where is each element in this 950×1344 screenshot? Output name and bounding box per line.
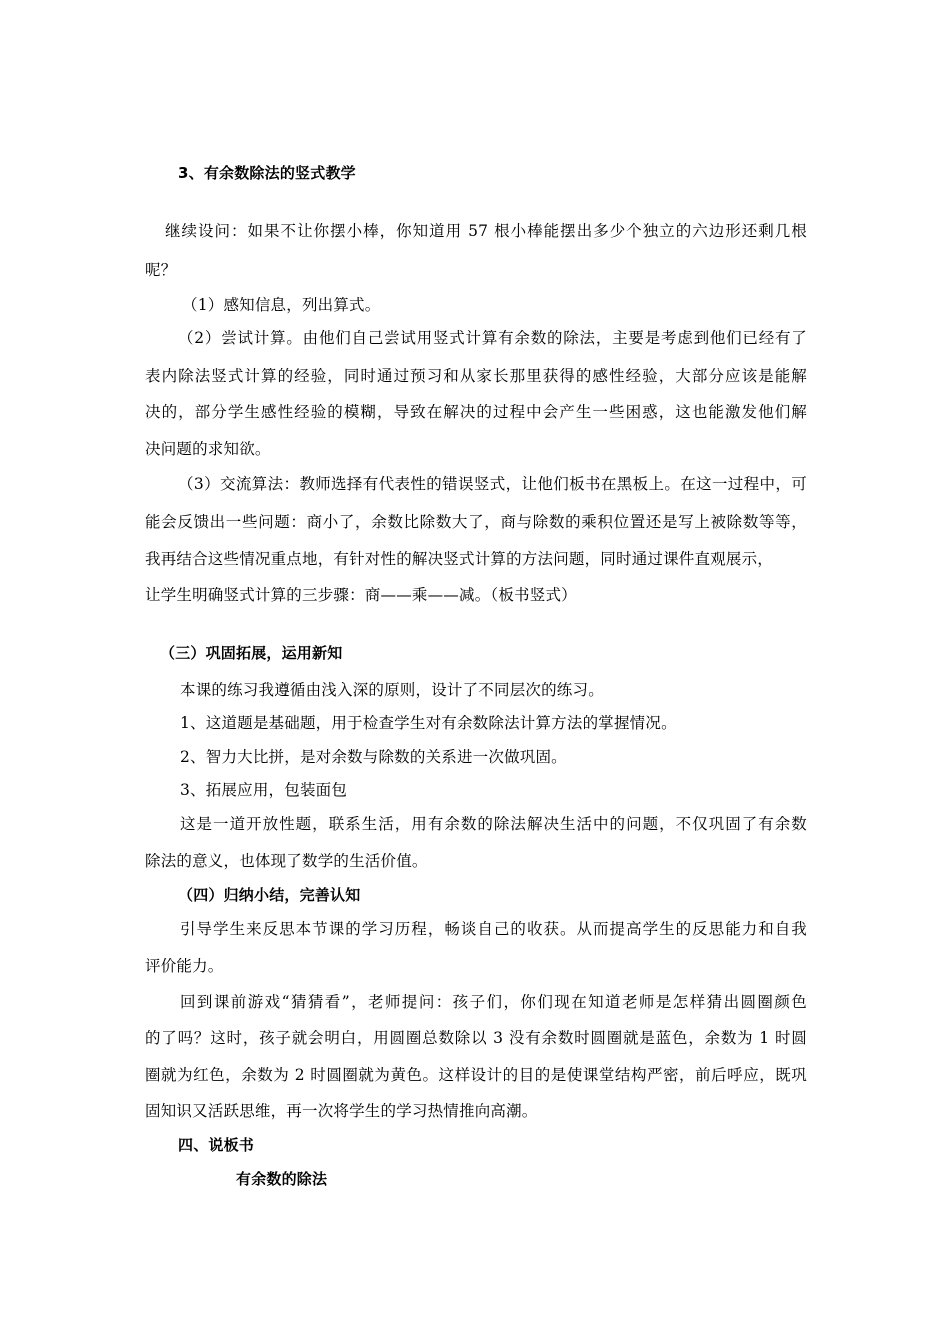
paragraph-line: 我再结合这些情况重点地，有针对性的解决竖式计算的方法问题，同时通过课件直观展示， bbox=[145, 550, 774, 568]
paragraph-line: 让学生明确竖式计算的三步骤：商——乘——减。（板书竖式） bbox=[145, 586, 577, 604]
paragraph-line: 决问题的求知欲。 bbox=[145, 440, 271, 458]
list-item: 3、拓展应用，包装面包 bbox=[180, 781, 348, 799]
paragraph-line: 表内除法竖式计算的经验，同时通过预习和从家长那里获得的感性经验，大部分应该是能解 bbox=[145, 367, 807, 385]
section-heading: （三）巩固拓展，运用新知 bbox=[160, 644, 343, 662]
list-item: 2、智力大比拼，是对余数与除数的关系进一次做巩固。 bbox=[180, 748, 567, 766]
section-heading: 3、有余数除法的竖式教学 bbox=[178, 164, 356, 182]
paragraph-line: （3）交流算法：教师选择有代表性的错误竖式，让他们板书在黑板上。在这一过程中，可 bbox=[178, 475, 807, 493]
board-title: 有余数的除法 bbox=[236, 1170, 328, 1188]
paragraph-line: 的了吗？这时，孩子就会明白，用圆圈总数除以 3 没有余数时圆圈就是蓝色，余数为 1 时圆 bbox=[145, 1029, 807, 1047]
paragraph-line: 圈就为红色，余数为 2 时圆圈就为黄色。这样设计的目的是使课堂结构严密，前后呼应，既巩 bbox=[145, 1066, 807, 1084]
paragraph-line: 这是一道开放性题，联系生活，用有余数的除法解决生活中的问题，不仅巩固了有余数 bbox=[180, 815, 807, 833]
paragraph-line: （1）感知信息，列出算式。 bbox=[182, 296, 381, 314]
list-item: 1、这道题是基础题，用于检查学生对有余数除法计算方法的掌握情况。 bbox=[180, 714, 677, 732]
paragraph-line: 评价能力。 bbox=[145, 957, 224, 975]
paragraph-line: 除法的意义，也体现了数学的生活价值。 bbox=[145, 852, 428, 870]
paragraph-line: 呢？ bbox=[145, 261, 177, 279]
paragraph-line: 引导学生来反思本节课的学习历程，畅谈自己的收获。从而提高学生的反思能力和自我 bbox=[180, 920, 807, 938]
paragraph-line: 本课的练习我遵循由浅入深的原则，设计了不同层次的练习。 bbox=[180, 681, 604, 699]
paragraph-line: （2）尝试计算。由他们自己尝试用竖式计算有余数的除法，主要是考虑到他们已经有了 bbox=[178, 329, 807, 347]
section-heading: （四）归纳小结，完善认知 bbox=[178, 886, 361, 904]
paragraph-line: 固知识又活跃思维，再一次将学生的学习热情推向高潮。 bbox=[145, 1102, 538, 1120]
paragraph-line: 能会反馈出一些问题：商小了，余数比除数大了，商与除数的乘积位置还是写上被除数等等， bbox=[145, 513, 807, 531]
paragraph-line: 继续设问：如果不让你摆小棒，你知道用 57 根小棒能摆出多少个独立的六边形还剩几根 bbox=[165, 222, 807, 240]
section-heading: 四、说板书 bbox=[178, 1136, 255, 1154]
paragraph-line: 回到课前游戏“猜猜看”，老师提问：孩子们，你们现在知道老师是怎样猜出圆圈颜色 bbox=[180, 993, 807, 1011]
paragraph-line: 决的，部分学生感性经验的模糊，导致在解决的过程中会产生一些困惑，这也能激发他们解 bbox=[145, 403, 807, 421]
